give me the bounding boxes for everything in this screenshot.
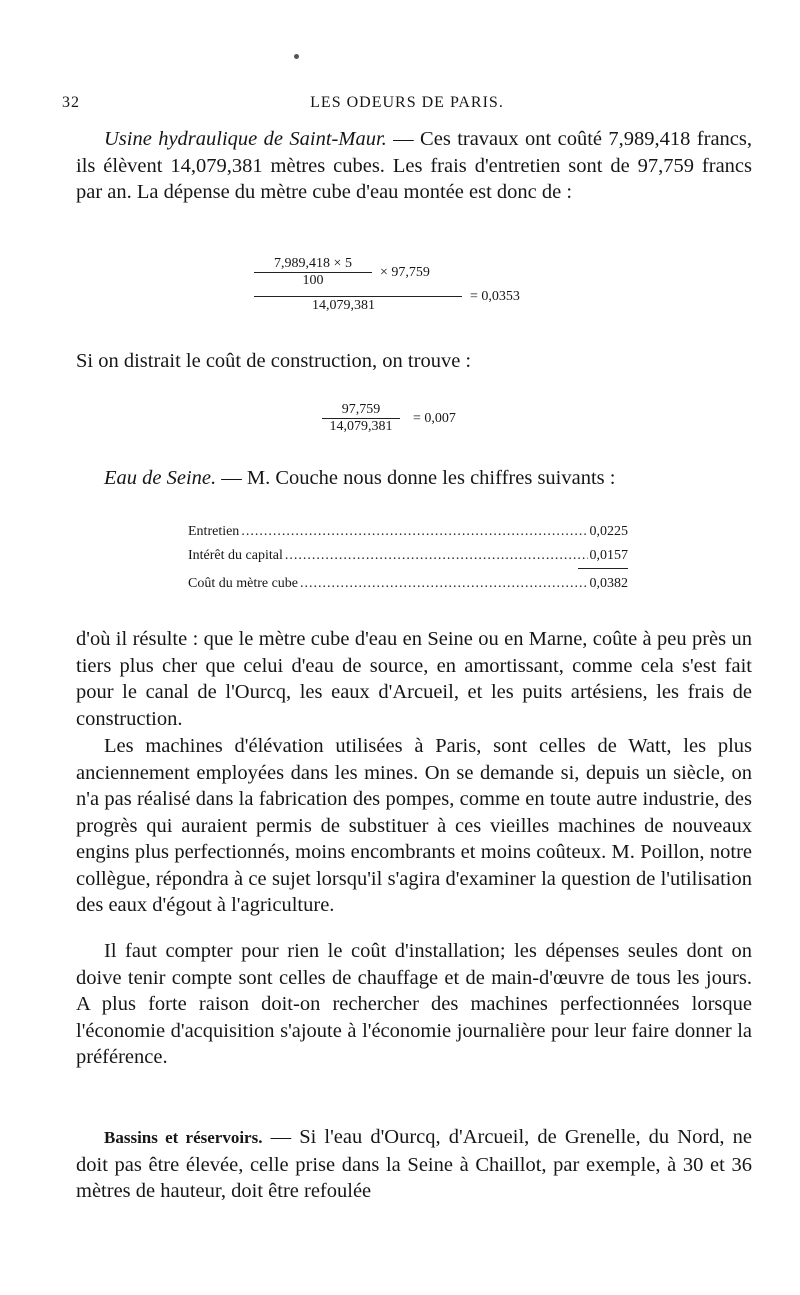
total-label: Coût du mètre cube (188, 576, 299, 591)
paragraph-machines (76, 733, 752, 919)
section-title-eau-de-seine: Eau de Seine. (104, 467, 217, 489)
paragraph-text: Il faut compter pour rien le coût d'installation; les dépenses seules dont on doive tenir compte sont celles de chauffage et de main-d'œuvre de tous les jours. A plus forte raison doit-on rechercher des machines perfectionnées lorsque l'économie d'acquisition s'ajoute à l'économie journalière pour leur faire donner la préférence. (76, 940, 752, 1068)
total-value: 0,0382 (589, 576, 628, 591)
paragraph-saint-maur (76, 126, 752, 206)
inner-numerator: 7,989,418 × 5 (274, 256, 352, 271)
leader-dots (300, 572, 587, 596)
row-value: 0,0225 (589, 524, 628, 539)
table-row (188, 544, 628, 568)
numerator: 97,759 (341, 402, 381, 417)
main-fraction-bar (254, 296, 462, 297)
main-denominator: 14,079,381 (312, 298, 375, 313)
paragraph-bassins (76, 1124, 752, 1205)
running-title: LES ODEURS DE PARIS. (310, 94, 504, 111)
row-value: 0,0157 (589, 548, 628, 563)
denominator: 14,079,381 (329, 419, 393, 434)
page-number: 32 (62, 94, 80, 111)
paragraph-construction (76, 348, 752, 375)
paragraph-text: Les machines d'élévation utilisées à Paris, sont celles de Watt, les plus anciennement employées dans les mines. On se demande si, depuis un siècle, on n'a pas réalisé dans la fabrication des pompes, comme en toute autre industrie, des progrès qui auraient permis de substituer à ces vieilles machines de nouveaux engins plus perfectionnés, moins encombrants et moins coûteux. M. Poillon, notre collègue, répondra à ce sujet lorsqu'il s'agira d'examiner la question de l'utilisation des eaux d'égout à l'agriculture. (76, 735, 752, 916)
paragraph-text: d'où il résulte : que le mètre cube d'eau en Seine ou en Marne, coûte à peu près un tiers plus cher que celui d'eau de source, en amortissant, comme cela s'est fait pour le canal de l'Ourcq, les eaux d'Arcueil, et les puits artésiens, les frais de construction. (76, 628, 752, 730)
inner-denominator: 100 (302, 273, 324, 288)
table-total-row (188, 572, 628, 596)
print-mark (294, 54, 299, 59)
sum-rule (578, 568, 628, 569)
paragraph-text: — Ces travaux ont coûté 7,989,418 francs, ils élèvent 14,079,381 mètres cubes. Les frais d'entretien sont de 97,759 francs par an. La dépense du mètre cube d'eau montée est donc de : (76, 128, 752, 203)
paragraph-text: — M. Couche nous donne les chiffres suivants : (216, 467, 616, 489)
leader-dots (241, 520, 587, 544)
paragraph-installation (76, 938, 752, 1071)
paragraph-conclusion (76, 626, 752, 732)
leader-dots (285, 544, 588, 568)
row-label: Intérêt du capital (188, 548, 283, 563)
multiplier: × 97,759 (380, 265, 430, 280)
paragraph-text: — Si l'eau d'Ourcq, d'Arcueil, de Grenelle, du Nord, ne doit pas être élevée, celle prise dans la Seine à Chaillot, par exemple, à 30 et 36 mètres de hauteur, doit être refoulée (76, 1126, 752, 1202)
table-row (188, 520, 628, 544)
paragraph-eau-de-seine (76, 465, 752, 492)
formula-operating-cost (322, 402, 400, 435)
formula-result: = 0,007 (413, 411, 456, 426)
cost-table (188, 520, 628, 596)
row-label: Entretien (188, 524, 240, 539)
formula-result: = 0,0353 (470, 289, 520, 304)
section-title-bassins: Bassins et réservoirs. (104, 1128, 263, 1147)
section-title-saint-maur: Usine hydraulique de Saint-Maur. (104, 128, 387, 150)
inner-fraction (254, 256, 372, 289)
paragraph-text: Si on distrait le coût de construction, on trouve : (76, 350, 472, 372)
